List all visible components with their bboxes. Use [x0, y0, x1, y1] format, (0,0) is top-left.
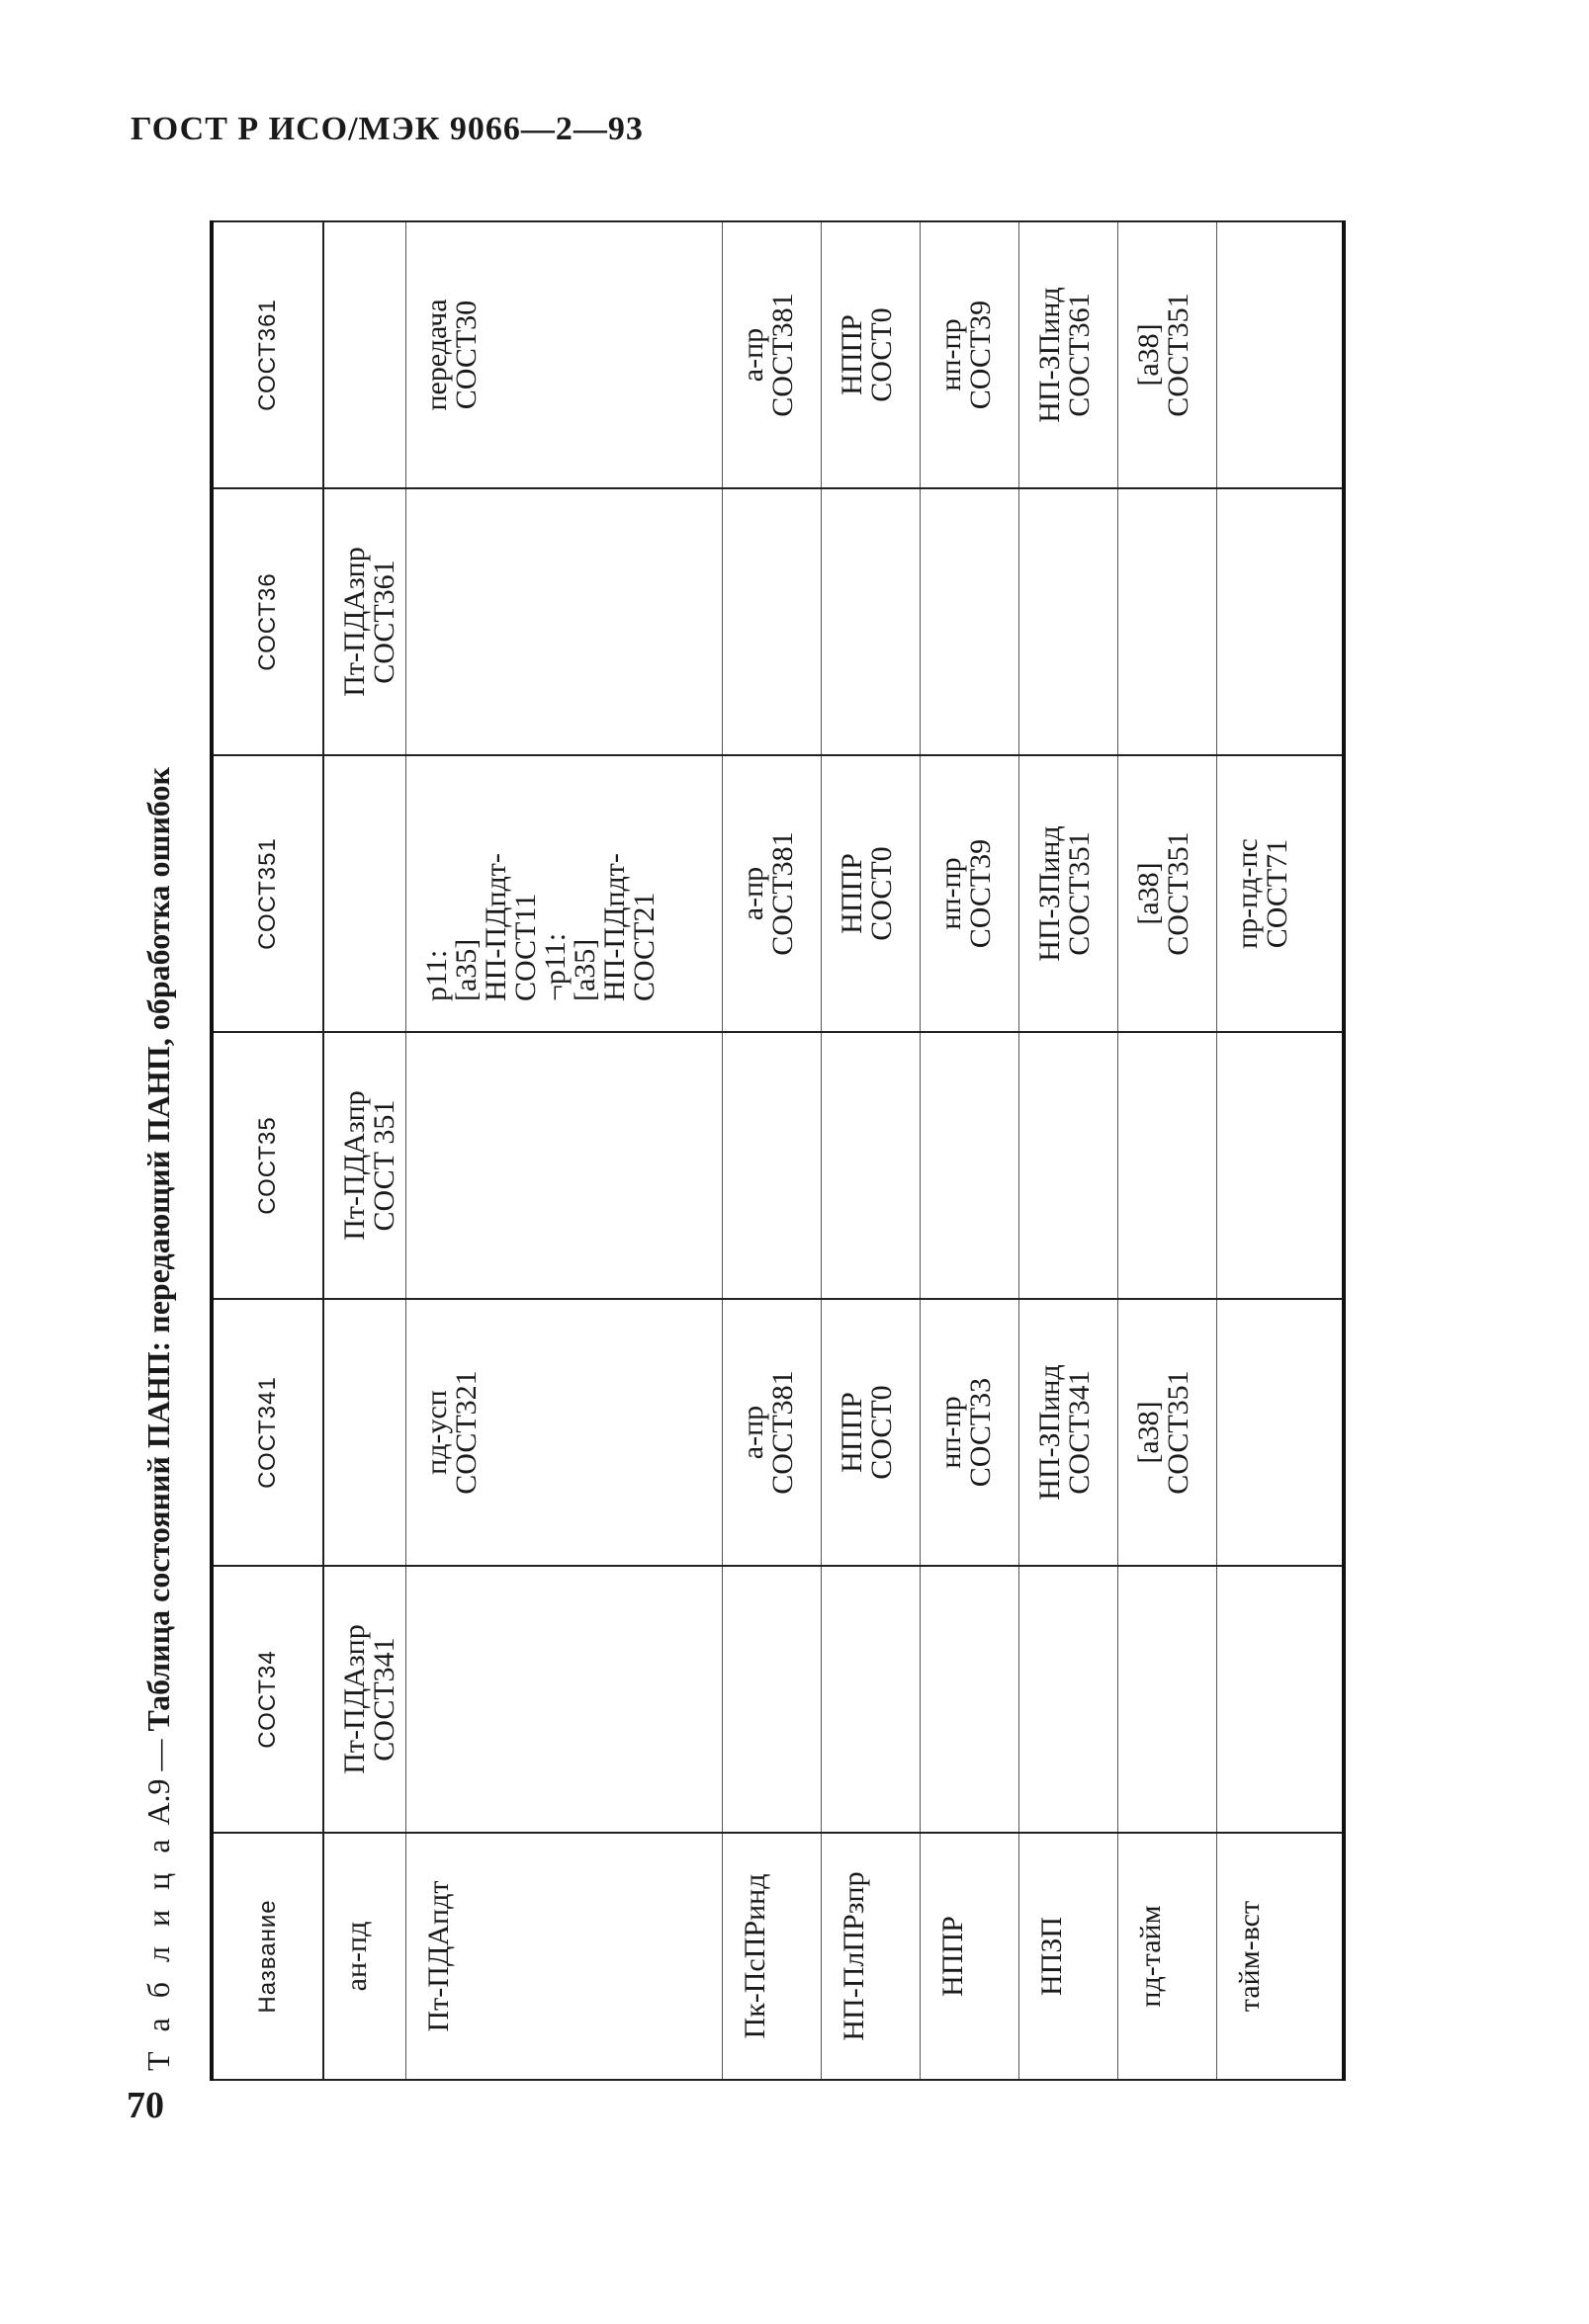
table-cell — [1019, 1566, 1118, 1833]
table-cell — [1118, 1299, 1217, 1566]
table-cell — [1217, 1299, 1344, 1566]
document-header: ГОСТ Р ИСО/МЭК 9066—2—93 — [131, 111, 644, 147]
cell-text — [1217, 222, 1239, 487]
table-cell — [723, 755, 822, 1032]
table-cell — [921, 1032, 1019, 1299]
cell-text: передача СОСТ30 — [420, 299, 483, 411]
table-cell — [1118, 488, 1217, 755]
cell-text: НППР СОСТ0 — [836, 307, 898, 402]
table-cell — [323, 488, 406, 755]
table-cell — [723, 1032, 822, 1299]
cell-text — [1217, 1033, 1239, 1298]
table-cell — [723, 1566, 822, 1833]
cell-text — [1118, 489, 1140, 754]
table-cell — [406, 488, 723, 755]
table-cell — [323, 755, 406, 1032]
cell-text — [921, 489, 942, 754]
table-cell — [921, 1299, 1019, 1566]
table-row — [323, 221, 406, 2080]
rotated-table-area — [129, 222, 1345, 2081]
table-cell — [822, 1566, 921, 1833]
cell-text — [921, 1033, 942, 1298]
cell-text: а-пр СОСТ381 — [737, 293, 799, 417]
cell-text — [406, 489, 428, 754]
cell-text: нп-пр СОСТ39 — [934, 300, 997, 410]
cell-text: [а38] СОСТ351 — [1132, 293, 1194, 417]
cell-text — [822, 489, 843, 754]
table-row — [1118, 221, 1217, 2080]
table-cell — [1019, 488, 1118, 755]
table-cell — [1019, 221, 1118, 488]
table-cell — [1019, 1032, 1118, 1299]
cell-text — [1118, 1033, 1140, 1298]
cell-text — [1118, 1567, 1140, 1832]
cell-text — [1019, 1567, 1041, 1832]
table-cell — [1118, 1566, 1217, 1833]
cell-text — [723, 1033, 745, 1298]
table-row — [822, 221, 921, 2080]
table-header-row — [212, 221, 323, 2080]
cell-text — [1019, 489, 1041, 754]
table-cell — [406, 221, 723, 488]
cell-text — [324, 1300, 346, 1565]
cell-text: р11: [а35] НП-ПДпдт- СОСТ11 ¬р11: [а35] НП-ПДпдт- СОСТ21 — [420, 853, 661, 1001]
table-cell — [1019, 755, 1118, 1032]
table-cell — [921, 488, 1019, 755]
column-header: СОСТ351 — [212, 755, 323, 1032]
cell-text — [324, 222, 346, 487]
cell-text — [1019, 1033, 1041, 1298]
cell-text: НП-ЗПинд СОСТ351 — [1033, 825, 1096, 962]
table-cell — [723, 488, 822, 755]
table-cell — [921, 1566, 1019, 1833]
column-header: Название — [212, 1833, 323, 2080]
cell-text: [а38] СОСТ351 — [1132, 831, 1194, 956]
table-row — [1019, 221, 1118, 2080]
table-cell — [1217, 1566, 1344, 1833]
row-name: НПЗП — [1019, 1833, 1118, 2080]
cell-text — [406, 1033, 428, 1298]
cell-text — [1217, 1567, 1239, 1832]
cell-text: нп-пр СОСТ39 — [934, 838, 997, 949]
row-name: Пк-ПсПРинд — [723, 1833, 822, 2080]
table-cell — [406, 755, 723, 1032]
row-name: НППР — [921, 1833, 1019, 2080]
caption-number: А.9 — [140, 1778, 176, 1826]
table-cell — [323, 1032, 406, 1299]
cell-text — [1217, 489, 1239, 754]
cell-text: [а38] СОСТ351 — [1132, 1370, 1194, 1495]
cell-text: НП-ЗПинд СОСТ341 — [1033, 1364, 1096, 1501]
cell-text — [723, 1567, 745, 1832]
caption-title: Таблица состояний ПАНП: передающий ПАНП, обработка ошибок — [140, 767, 176, 1732]
cell-text: Пт-ПДАзпр СОСТ341 — [338, 1624, 400, 1774]
table-cell — [406, 1032, 723, 1299]
table-cell — [723, 221, 822, 488]
table-cell — [921, 755, 1019, 1032]
table-cell — [822, 221, 921, 488]
cell-text: НППР СОСТ0 — [836, 1385, 898, 1480]
table-cell — [1019, 1299, 1118, 1566]
row-name: НП-ПлПРзпр — [822, 1833, 921, 2080]
cell-text: НППР СОСТ0 — [836, 846, 898, 941]
table-caption — [129, 232, 188, 2071]
cell-text — [1217, 1300, 1239, 1565]
row-name: Пт-ПДАпдт — [406, 1833, 723, 2080]
column-header: СОСТ341 — [212, 1299, 323, 1566]
cell-text — [822, 1567, 843, 1832]
table-cell — [921, 221, 1019, 488]
cell-text: Пт-ПДАзпр СОСТ 351 — [338, 1090, 400, 1241]
cell-text: а-пр СОСТ381 — [737, 831, 799, 956]
column-header: СОСТ361 — [212, 221, 323, 488]
cell-text — [406, 1567, 428, 1832]
table-cell — [1118, 755, 1217, 1032]
row-name: тайм-вст — [1217, 1833, 1344, 2080]
table-cell — [1217, 488, 1344, 755]
column-header: СОСТ35 — [212, 1032, 323, 1299]
cell-text: пр-пд-пс СОСТ71 — [1231, 838, 1293, 949]
cell-text — [921, 1567, 942, 1832]
table-cell — [822, 488, 921, 755]
table-cell — [406, 1566, 723, 1833]
table-cell — [822, 1032, 921, 1299]
cell-text: пд-усп СОСТ321 — [420, 1370, 483, 1495]
table-cell — [723, 1299, 822, 1566]
table-cell — [1118, 221, 1217, 488]
table-row — [406, 221, 723, 2080]
cell-text — [723, 489, 745, 754]
state-table — [210, 220, 1346, 2081]
row-name: пд-тайм — [1118, 1833, 1217, 2080]
cell-text: а-пр СОСТ381 — [737, 1370, 799, 1495]
table-cell — [1217, 755, 1344, 1032]
column-header: СОСТ34 — [212, 1566, 323, 1833]
caption-label: Т а б л и ц а — [140, 1833, 176, 2071]
table-cell — [406, 1299, 723, 1566]
cell-text: нп-пр СОСТ33 — [934, 1377, 997, 1488]
cell-text: НП-ЗПинд СОСТ361 — [1033, 287, 1096, 423]
table-cell — [822, 1299, 921, 1566]
table-cell — [1217, 221, 1344, 488]
cell-text: Пт-ПДАзпр СОСТ361 — [338, 547, 400, 697]
cell-text — [822, 1033, 843, 1298]
table-row — [921, 221, 1019, 2080]
table-cell — [323, 1299, 406, 1566]
table-cell — [323, 1566, 406, 1833]
row-name: ан-пд — [323, 1833, 406, 2080]
table-cell — [822, 755, 921, 1032]
cell-text — [324, 756, 346, 1031]
page-number: 70 — [127, 2085, 164, 2126]
table-row — [1217, 221, 1344, 2080]
table-cell — [323, 221, 406, 488]
column-header: СОСТ36 — [212, 488, 323, 755]
caption-dash: — — [140, 1739, 176, 1771]
table-cell — [1118, 1032, 1217, 1299]
table-row — [723, 221, 822, 2080]
table-cell — [1217, 1032, 1344, 1299]
